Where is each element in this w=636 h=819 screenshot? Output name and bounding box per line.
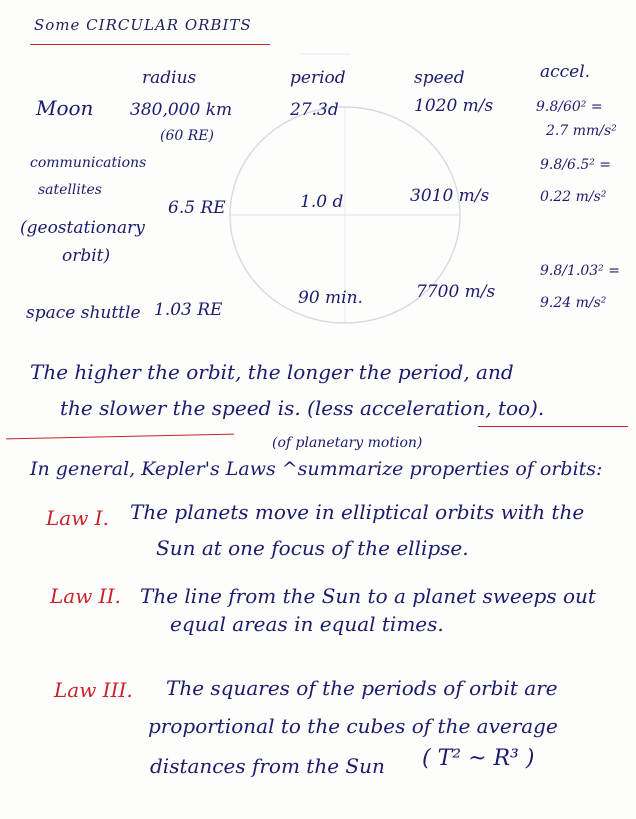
moon-radius: 380,000 km bbox=[130, 100, 233, 120]
law1-label: Law I. bbox=[46, 506, 109, 530]
comm-name-line4: orbit) bbox=[62, 246, 111, 266]
comm-accel-value: 0.22 m/s² bbox=[540, 189, 607, 205]
summary-line1: The higher the orbit, the longer the period, and bbox=[30, 360, 514, 384]
moon-radius-re: (60 RE) bbox=[160, 128, 214, 144]
title-underline bbox=[30, 44, 270, 45]
shuttle-name: space shuttle bbox=[26, 303, 141, 323]
law3-formula: ( T² ~ R³ ) bbox=[422, 746, 535, 771]
shuttle-speed: 7700 m/s bbox=[416, 282, 496, 302]
comm-name-line2: satellites bbox=[38, 182, 102, 198]
law3-line1: The squares of the periods of orbit are bbox=[166, 676, 558, 700]
law3-label: Law III. bbox=[54, 678, 133, 702]
moon-accel-formula: 9.8/60² = bbox=[536, 99, 603, 115]
header-period: period bbox=[290, 68, 346, 88]
comm-radius: 6.5 RE bbox=[168, 198, 226, 218]
summary-line2: the slower the speed is. (less acceleration, too). bbox=[60, 396, 545, 420]
kepler-insert: (of planetary motion) bbox=[272, 435, 423, 451]
kepler-intro: In general, Kepler's Laws ^summarize properties of orbits: bbox=[30, 458, 603, 480]
comm-name-line3: (geostationary bbox=[20, 218, 145, 238]
header-speed: speed bbox=[414, 68, 465, 88]
summary-divider-right bbox=[478, 426, 628, 427]
shuttle-accel-formula: 9.8/1.03² = bbox=[540, 263, 620, 279]
comm-speed: 3010 m/s bbox=[410, 186, 490, 206]
law2-label: Law II. bbox=[50, 584, 121, 608]
moon-name: Moon bbox=[36, 96, 94, 120]
moon-speed: 1020 m/s bbox=[414, 96, 494, 116]
law2-line2: equal areas in equal times. bbox=[170, 612, 444, 636]
comm-period: 1.0 d bbox=[300, 192, 344, 212]
page-title: Some CIRCULAR ORBITS bbox=[34, 16, 252, 34]
law1-line1: The planets move in elliptical orbits with the bbox=[130, 500, 585, 524]
shuttle-period: 90 min. bbox=[298, 288, 363, 308]
law3-line2: proportional to the cubes of the average bbox=[148, 714, 558, 738]
moon-period: 27.3d bbox=[290, 100, 339, 120]
header-radius: radius bbox=[142, 68, 197, 88]
header-accel: accel. bbox=[540, 62, 591, 82]
law1-line2: Sun at one focus of the ellipse. bbox=[156, 536, 469, 560]
law2-line1: The line from the Sun to a planet sweeps out bbox=[140, 584, 596, 608]
law3-line3: distances from the Sun bbox=[150, 754, 385, 778]
shuttle-radius: 1.03 RE bbox=[154, 300, 223, 320]
comm-accel-formula: 9.8/6.5² = bbox=[540, 157, 612, 173]
comm-name-line1: communications bbox=[30, 155, 147, 171]
shuttle-accel-value: 9.24 m/s² bbox=[540, 295, 607, 311]
moon-accel-value: 2.7 mm/s² bbox=[546, 123, 617, 139]
